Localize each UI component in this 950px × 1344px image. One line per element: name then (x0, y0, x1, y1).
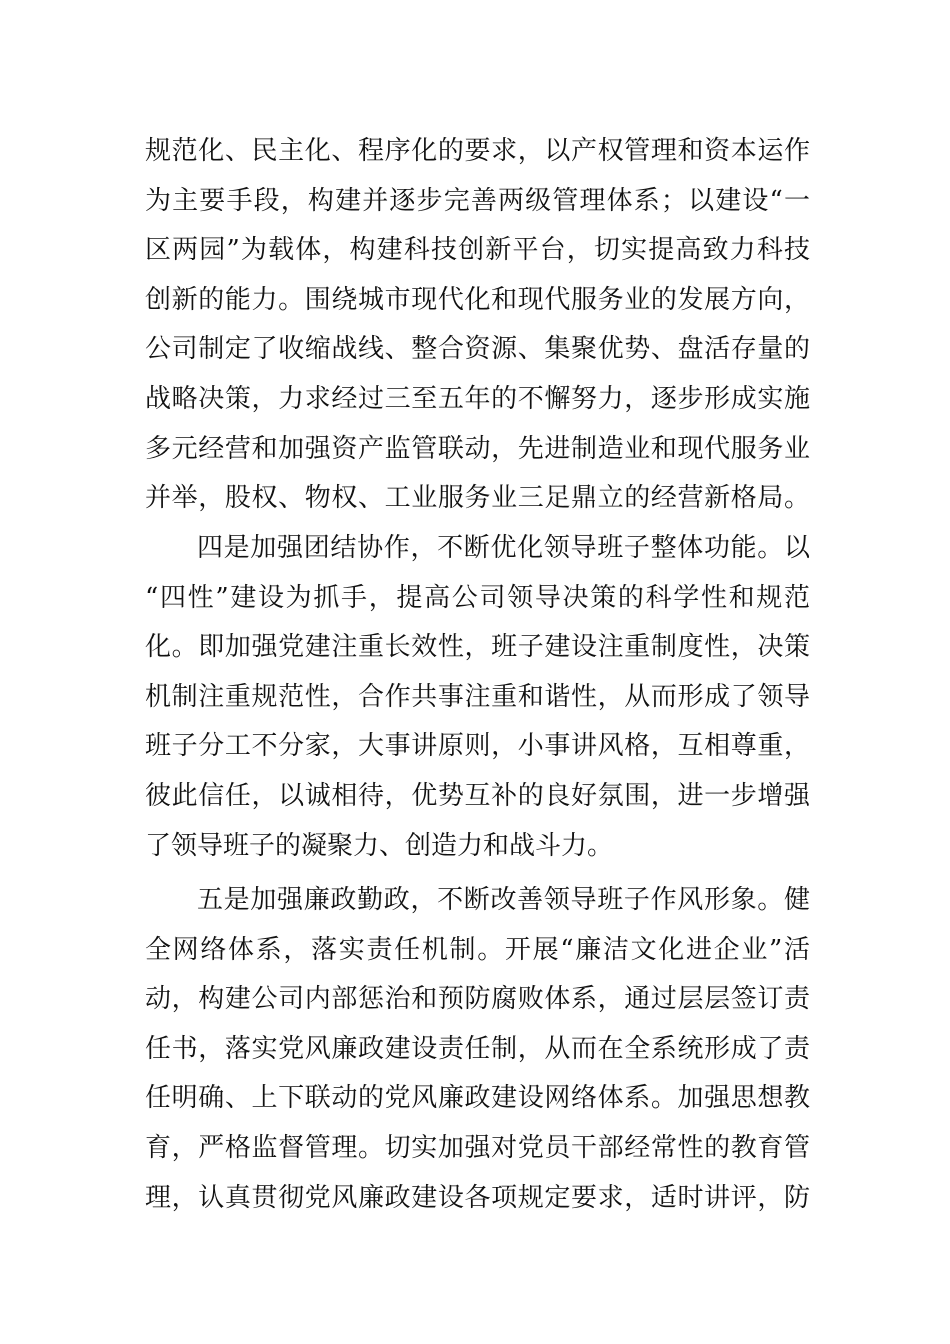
paragraph-line: 规范化、民主化、程序化的要求，以产权管理和资本运作 (145, 136, 810, 166)
paragraph-line: 了领导班子的凝聚力、创造力和战斗力。 (145, 830, 614, 861)
paragraph-line: 并举，股权、物权、工业服务业三足鼎立的经营新格局。 (145, 483, 810, 514)
paragraph-line: 育，严格监督管理。切实加强对党员干部经常性的教育管 (145, 1132, 810, 1163)
paragraph-line: 多元经营和加强资产监管联动，先进制造业和现代服务业 (145, 433, 810, 464)
paragraph-line: 公司制定了收缩战线、整合资源、集聚优势、盘活存量的 (145, 334, 810, 365)
paragraph-line: 机制注重规范性，合作共事注重和谐性，从而形成了领导 (145, 681, 810, 712)
paragraph-line: 化。即加强党建注重长效性，班子建设注重制度性，决策 (145, 632, 810, 663)
paragraph-line: 四是加强团结协作，不断优化领导班子整体功能。以 (197, 533, 810, 563)
paragraph-line: 战略决策，力求经过三至五年的不懈努力，逐步形成实施 (145, 383, 810, 414)
paragraph-3 (145, 876, 810, 1223)
paragraph-line: 全网络体系，落实责任机制。开展“廉洁文化进企业”活 (145, 934, 810, 965)
paragraph-line: 五是加强廉政勤政，不断改善领导班子作风形象。健 (197, 885, 810, 915)
paragraph-line: 创新的能力。围绕城市现代化和现代服务业的发展方向， (145, 284, 810, 315)
paragraph-line: 区两园”为载体，构建科技创新平台，切实提高致力科技 (145, 235, 810, 266)
paragraph-line: 任书，落实党风廉政建设责任制，从而在全系统形成了责 (145, 1033, 810, 1064)
paragraph-line: “四性”建设为抓手，提高公司领导决策的科学性和规范 (145, 582, 810, 613)
paragraph-line: 理，认真贯彻党风廉政建设各项规定要求，适时讲评，防 (145, 1182, 810, 1213)
paragraph-line: 任明确、上下联动的党风廉政建设网络体系。加强思想教 (145, 1083, 810, 1114)
paragraph-1 (145, 127, 810, 524)
paragraph-line: 班子分工不分家，大事讲原则，小事讲风格，互相尊重， (145, 731, 810, 762)
paragraph-line: 动，构建公司内部惩治和预防腐败体系，通过层层签订责 (145, 984, 810, 1015)
paragraph-2 (145, 524, 810, 871)
paragraph-line: 为主要手段，构建并逐步完善两级管理体系；以建设“一 (145, 185, 810, 216)
paragraph-line: 彼此信任，以诚相待，优势互补的良好氛围，进一步增强 (145, 780, 810, 811)
